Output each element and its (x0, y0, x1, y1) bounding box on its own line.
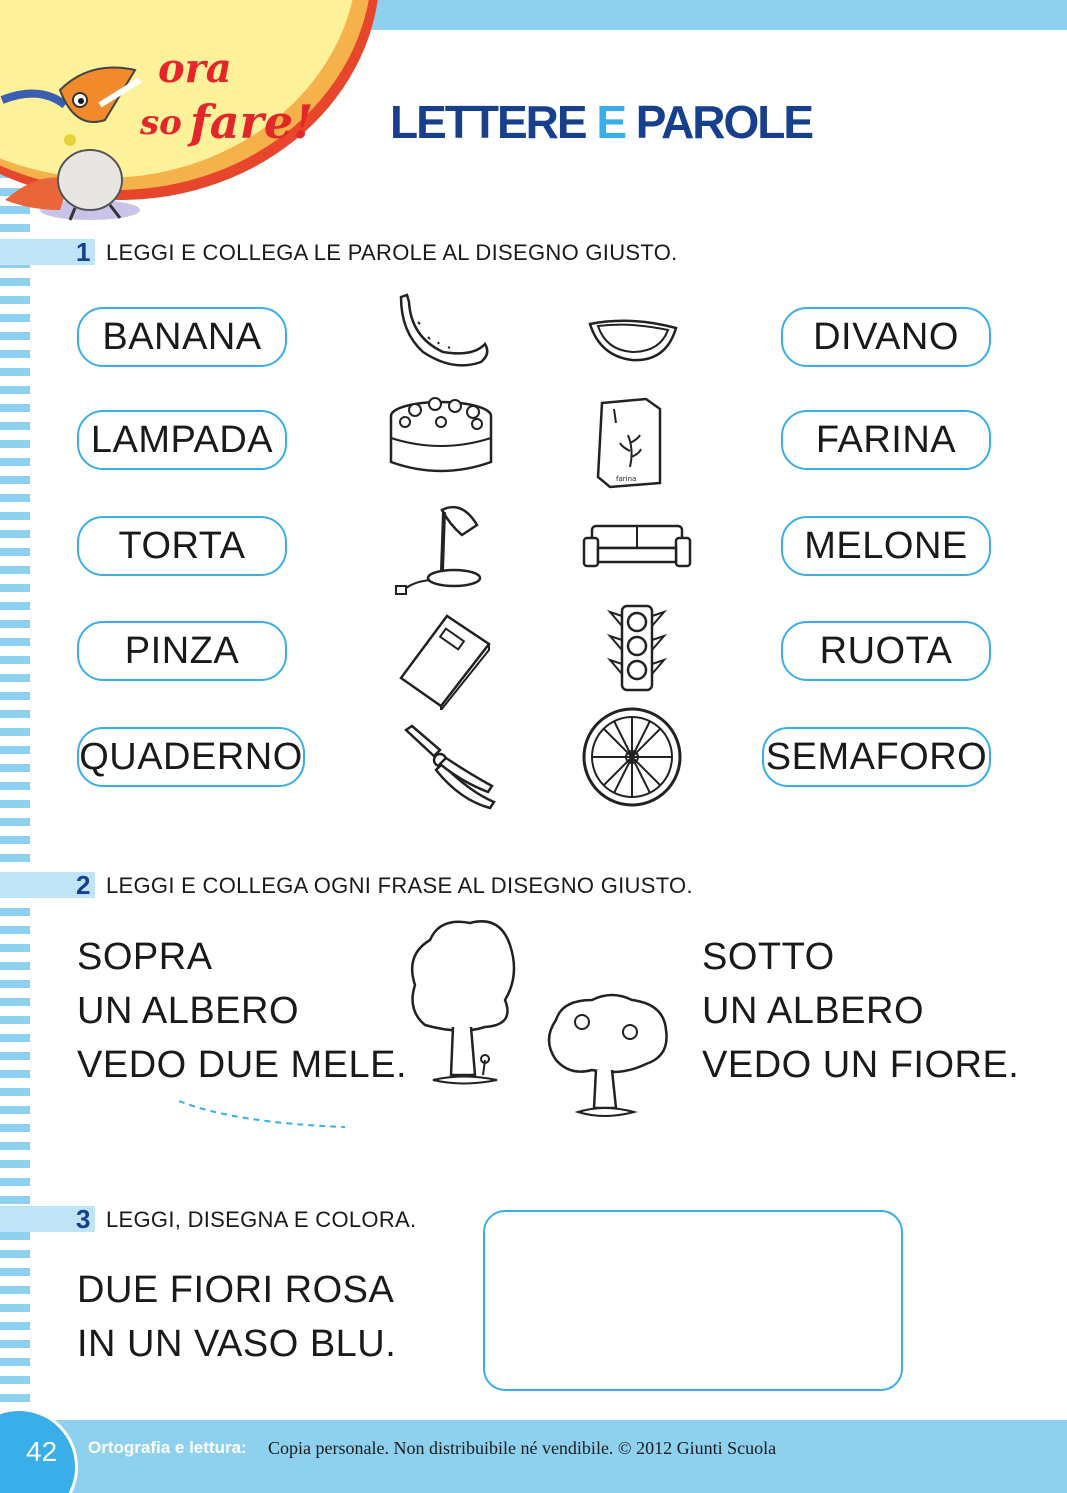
svg-text:farina: farina (616, 475, 637, 483)
drawing-area[interactable] (483, 1210, 903, 1391)
notebook-icon[interactable] (395, 612, 493, 710)
section2-instruction: LEGGI E COLLEGA OGNI FRASE AL DISEGNO GIUSTO. (106, 873, 693, 898)
page-title: LETTERE E PAROLE (390, 96, 813, 148)
word-pill-pinza[interactable]: PINZA (77, 621, 287, 681)
mascot-bird-icon (0, 60, 150, 225)
sentence-one-flower[interactable]: SOTTO UN ALBERO VEDO UN FIORE. (702, 936, 1020, 1086)
section1-header (0, 237, 720, 265)
sentence-flowers-vase: DUE FIORI ROSA IN UN VASO BLU. (77, 1269, 397, 1365)
section3-instruction: LEGGI, DISEGNA E COLORA. (106, 1207, 417, 1232)
section2-number: 2 (76, 870, 91, 900)
sofa-icon[interactable] (582, 520, 692, 572)
cake-icon[interactable] (385, 392, 497, 480)
melon-slice-icon[interactable] (586, 312, 680, 364)
page-number: 42 (26, 1436, 58, 1467)
word-pill-ruota[interactable]: RUOTA (781, 621, 991, 681)
section2-header (0, 870, 720, 898)
wheel-icon[interactable] (580, 707, 684, 807)
tree-with-apples-icon[interactable] (542, 990, 670, 1128)
traffic-light-icon[interactable] (606, 602, 668, 698)
sentence-two-apples[interactable]: SOPRA UN ALBERO VEDO DUE MELE. (77, 936, 408, 1086)
copyright-notice: Copia personale. Non distribuibile né vendibile. © 2012 Giunti Scuola (268, 1438, 777, 1458)
section3-number: 3 (76, 1204, 91, 1234)
connector-dashed-line (175, 1095, 350, 1135)
word-pill-melone[interactable]: MELONE (781, 516, 991, 576)
badge-text (140, 45, 320, 165)
tree-with-flower-icon[interactable] (405, 915, 520, 1095)
word-pill-lampada[interactable]: LAMPADA (77, 410, 287, 470)
banana-icon[interactable] (393, 292, 493, 370)
word-pill-farina[interactable]: FARINA (781, 410, 991, 470)
binding-stripes (0, 170, 30, 1420)
badge-line2b: fare! (190, 95, 314, 149)
word-pill-torta[interactable]: TORTA (77, 516, 287, 576)
pliers-icon[interactable] (400, 722, 498, 810)
word-pill-quaderno[interactable]: QUADERNO (77, 727, 305, 787)
flour-bag-icon[interactable] (594, 395, 664, 491)
section1-instruction: LEGGI E COLLEGA LE PAROLE AL DISEGNO GIUSTO. (106, 240, 678, 265)
footer-label: Ortografia e lettura: (88, 1438, 247, 1457)
section1-number: 1 (76, 237, 91, 267)
badge-line2a: so (140, 103, 182, 143)
word-pill-divano[interactable]: DIVANO (781, 307, 991, 367)
lamp-icon[interactable] (392, 500, 487, 596)
word-pill-semaforo[interactable]: SEMAFORO (762, 727, 991, 787)
badge-line1: ora (158, 45, 232, 92)
word-pill-banana[interactable]: BANANA (77, 307, 287, 367)
